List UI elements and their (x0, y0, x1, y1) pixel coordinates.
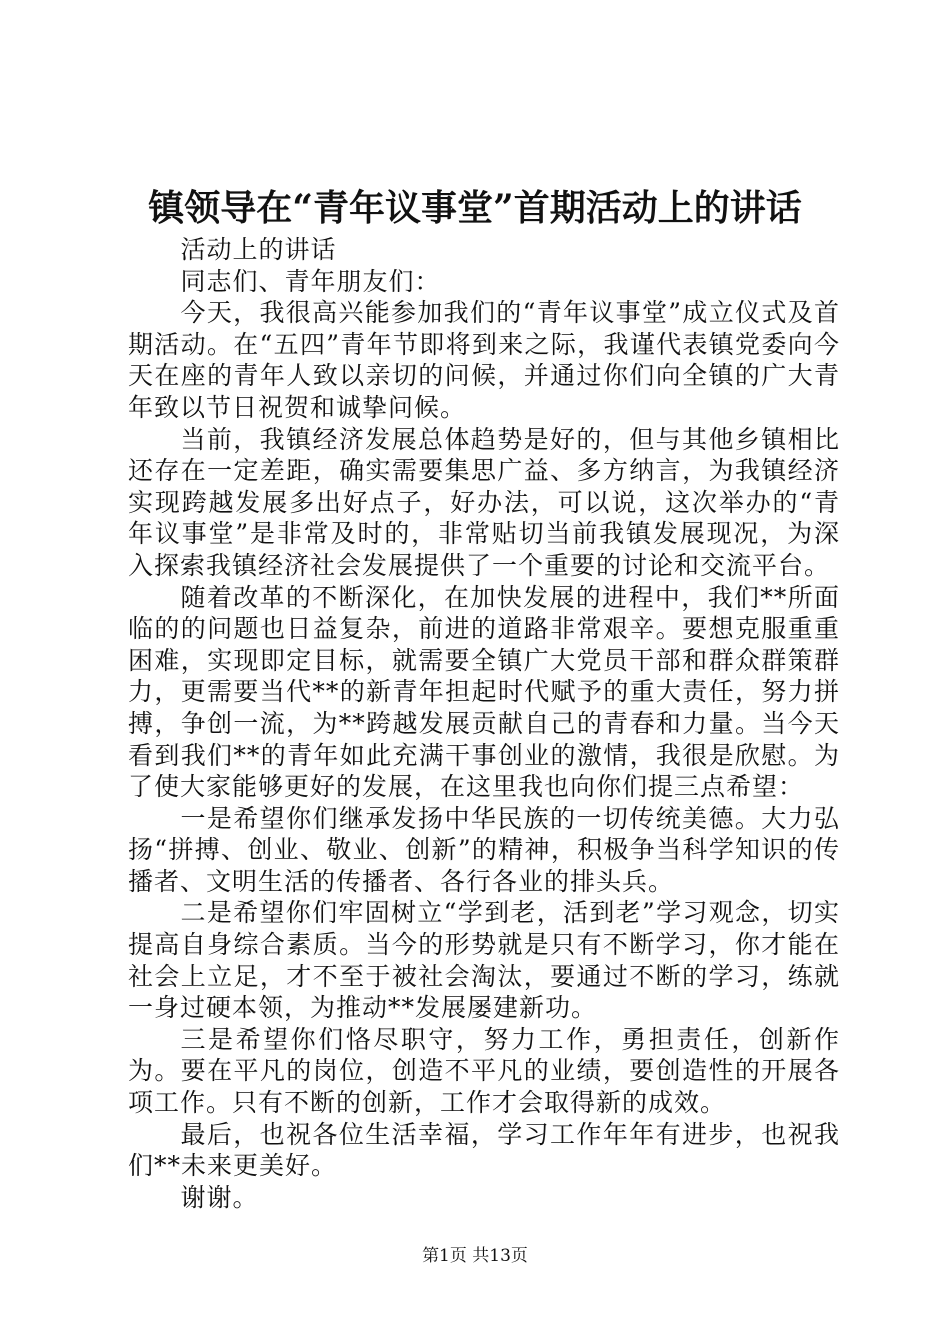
paragraph: 当前，我镇经济发展总体趋势是好的，但与其他乡镇相比还存在一定差距，确实需要集思广益、多方纳言，为我镇经济实现跨越发展多出好点子，好办法，可以说，这次举办的“青年议事堂”是非常及时的，非常贴切当前我镇发展现况，为深入探索我镇经济社会发展提供了一个重要的讨论和交流平台。 (128, 424, 840, 580)
page-indicator: 第1页 共13页 (422, 1246, 528, 1266)
document-body (128, 234, 840, 1213)
paragraph: 三是希望你们恪尽职守，努力工作，勇担责任，创新作为。要在平凡的岗位，创造不平凡的业绩，要创造性的开展各项工作。只有不断的创新，工作才会取得新的成效。 (128, 1024, 840, 1118)
paragraph: 最后，也祝各位生活幸福，学习工作年年有进步，也祝我们**未来更美好。 (128, 1119, 840, 1181)
paragraph-subtitle: 活动上的讲话 (180, 235, 337, 264)
paragraph-salutation: 同志们、青年朋友们： (180, 266, 441, 296)
document-title: 镇领导在“青年议事堂”首期活动上的讲话 (148, 187, 802, 229)
paragraph: 一是希望你们继承发扬中华民族的一切传统美德。大力弘扬“拼搏、创业、敬业、创新”的精神，积极争当科学知识的传播者、文明生活的传播者、各行各业的排头兵。 (128, 803, 840, 896)
paragraph: 二是希望你们牢固树立“学到老，活到老”学习观念，切实提高自身综合素质。当今的形势就是只有不断学习，你才能在社会上立足，才不至于被社会淘汰，要通过不断的学习，练就一身过硬本领，为推动**发展屡建新功。 (128, 898, 840, 1023)
paragraph: 今天，我很高兴能参加我们的“青年议事堂”成立仪式及首期活动。在“五四”青年节即将到来之际，我谨代表镇党委向今天在座的青年人致以亲切的问候，并通过你们向全镇的广大青年致以节日祝贺和诚挚问候。 (128, 298, 840, 422)
paragraph: 随着改革的不断深化，在加快发展的进程中，我们**所面临的的问题也日益复杂，前进的道路非常艰辛。要想克服重重困难，实现即定目标，就需要全镇广大党员干部和群众群策群力，更需要当代**的新青年担起时代赋予的重大责任，努力拼搏，争创一流，为**跨越发展贡献自己的青春和力量。当今天看到我们**的青年如此充满干事创业的激情，我很是欣慰。为了使大家能够更好的发展，在这里我也向你们提三点希望： (128, 582, 840, 802)
paragraph-closing: 谢谢。 (180, 1182, 259, 1212)
